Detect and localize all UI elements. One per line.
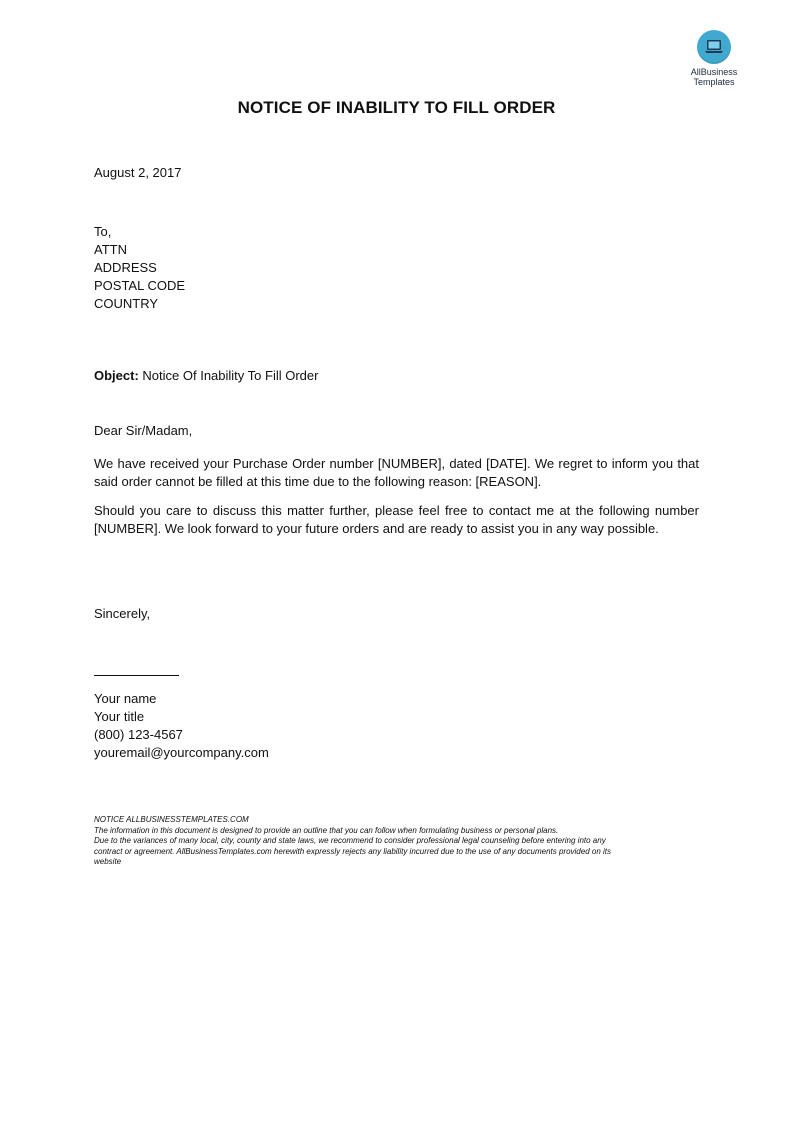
recipient-address <box>94 223 185 313</box>
body-paragraph-1: We have received your Purchase Order number [NUMBER], dated [DATE]. We regret to inform you that said order cannot be filled at this time due to the following reason: [REASON]. <box>94 456 699 489</box>
logo-text-line-2: Templates <box>693 77 735 87</box>
address-to: To, <box>94 224 112 239</box>
footer-line-2: The information in this document is designed to provide an outline that you can follow when formulating business or personal plans. <box>94 825 559 835</box>
signature-block <box>94 690 269 762</box>
body-paragraph-2: Should you care to discuss this matter further, please feel free to contact me at the following number [NUMBER]. We look forward to your future orders and are ready to assist you in any way possible. <box>94 503 699 536</box>
footer-line-5: website <box>94 857 122 866</box>
address-street: ADDRESS <box>94 260 157 275</box>
address-postal-code: POSTAL CODE <box>94 278 186 293</box>
signer-title: Your title <box>94 709 145 724</box>
object-label: Object: <box>94 368 139 383</box>
address-attn: ATTN <box>94 242 127 257</box>
signer-name: Your name <box>94 691 157 706</box>
object-text: Notice Of Inability To Fill Order <box>142 368 319 383</box>
signer-phone: (800) 123-4567 <box>94 727 183 742</box>
letter-date: August 2, 2017 <box>94 165 182 180</box>
letter-object <box>94 367 318 385</box>
closing: Sincerely, <box>94 606 151 621</box>
signature-line <box>94 675 179 676</box>
laptop-icon <box>697 30 731 64</box>
allbusiness-templates-logo <box>682 30 746 87</box>
disclaimer-footer <box>94 815 699 868</box>
footer-line-1: NOTICE ALLBUSINESSTEMPLATES.COM <box>94 815 249 824</box>
logo-text-line-1: AllBusiness <box>690 67 738 77</box>
signer-email: youremail@yourcompany.com <box>94 745 269 760</box>
footer-line-3: Due to the variances of many local, city, county and state laws, we recommend to consider professional legal counseling before entering into any <box>94 836 606 845</box>
footer-line-4: contract or agreement. AllBusinessTemplates.com herewith expressly rejects any liability incurred due to the use of any documents provided on its <box>94 846 611 856</box>
salutation: Dear Sir/Madam, <box>94 423 193 438</box>
document-title: NOTICE OF INABILITY TO FILL ORDER <box>237 98 556 117</box>
address-country: COUNTRY <box>94 296 159 311</box>
